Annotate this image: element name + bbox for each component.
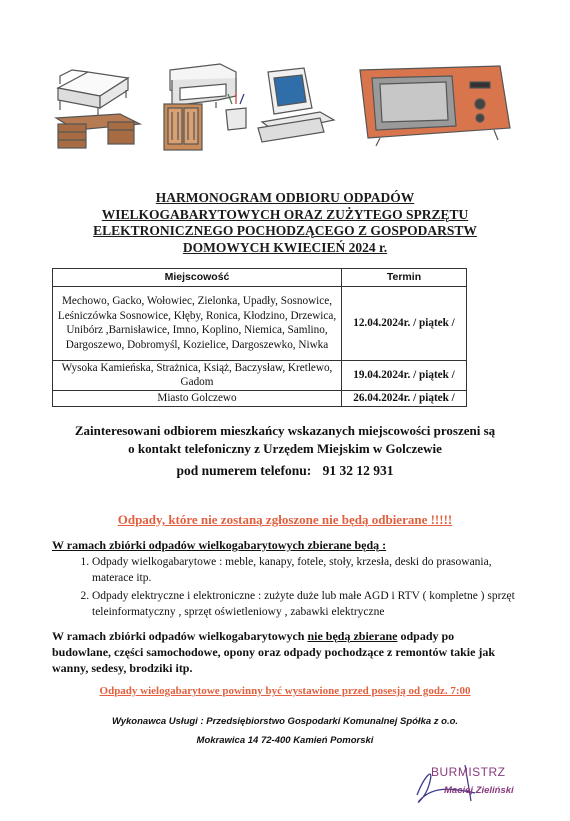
phone-line bbox=[40, 462, 530, 480]
collected-list bbox=[70, 555, 532, 623]
page-title bbox=[90, 190, 480, 256]
collected-heading: W ramach zbiórki odpadów wielkogabarytowych zbierane będą : bbox=[52, 538, 387, 552]
phone-label: pod numerem telefonu: bbox=[176, 463, 312, 478]
stamp-title: BURMISTRZ bbox=[431, 765, 506, 779]
television-icon bbox=[360, 66, 510, 146]
stamp-name: Maciej Zieliński bbox=[444, 785, 514, 796]
title-line: HARMONOGRAM ODBIORU ODPADÓW bbox=[155, 190, 415, 205]
contractor-line-1: Wykonawca Usługi : Przedsiębiorstwo Gospodarki Komunalnej Spółka z o.o. bbox=[111, 716, 459, 727]
contractor-line-2: Mokrawica 14 72-400 Kamień Pomorski bbox=[196, 735, 374, 746]
location-cell: Wysoka Kamieńska, Strażnica, Książ, Baczysław, Kretlewo, Gadom bbox=[53, 360, 342, 390]
computer-icon bbox=[226, 68, 334, 142]
term-cell: 26.04.2024r. / piątek / bbox=[342, 390, 467, 406]
table-header-row bbox=[53, 269, 467, 287]
para-prefix: W ramach zbiórki odpadów wielkogabarytowych bbox=[52, 629, 308, 643]
col-location-header: Miejscowość bbox=[53, 269, 342, 287]
warning-text: Odpady, które nie zostaną zgłoszone nie będą odbierane !!!!! bbox=[117, 512, 453, 527]
cabinet-icon bbox=[164, 104, 202, 150]
table-row bbox=[53, 286, 467, 360]
title-line: DOMOWYCH KWIECIEŃ 2024 r. bbox=[182, 239, 388, 255]
para-suffix: odpady po budowlane, części samochodowe, opony oraz odpady pochodzące z remontów takie jak wanny, sedesy, brodziki itp. bbox=[52, 629, 496, 675]
title-line: ELEKTRONICZNEGO POCHODZĄCEGO Z GOSPODARSTW bbox=[93, 223, 477, 238]
table-row bbox=[53, 360, 467, 390]
illustrations bbox=[0, 0, 570, 160]
table-row bbox=[53, 390, 467, 406]
schedule-table bbox=[52, 268, 467, 407]
desk-icon bbox=[56, 114, 140, 148]
location-cell: Miasto Golczewo bbox=[53, 390, 342, 406]
location-cell: Mechowo, Gacko, Wołowiec, Zielonka, Upadły, Sosnowice, Leśniczówka Sosnowice, Kłęby, Ronica, Kłodzino, Drzewica, Unibórz ,Barnisławice, Imno, Koplino, Niemica, Samlino, Dargoszewo, Dobromyśl, Kozielice, Dargoszewko, Niwka bbox=[53, 286, 342, 360]
bed-icon bbox=[58, 70, 128, 116]
contact-line: o kontakt telefoniczny z Urzędem Miejskim w Golczewie bbox=[128, 441, 442, 456]
para-emphasis: nie będą zbierane bbox=[307, 629, 398, 643]
col-term-header: Termin bbox=[342, 269, 467, 287]
phone-number: 91 32 12 931 bbox=[322, 463, 394, 478]
title-line: WIELKOGABARYTOWYCH ORAZ ZUŻYTEGO SPRZĘTU bbox=[101, 206, 469, 222]
list-item: 2. Odpady elektryczne i elektroniczne : zużyte duże lub małe AGD i RTV ( kompletne ) sprzęt teleinformatyczny , sprzęt oświetleniowy , zabawki elektryczne bbox=[92, 589, 532, 620]
contact-info bbox=[40, 422, 530, 458]
term-cell: 19.04.2024r. / piątek / bbox=[342, 360, 467, 390]
not-collected-paragraph bbox=[52, 628, 512, 676]
contact-line: Zainteresowani odbiorem mieszkańcy wskazanych miejscowości proszeni są bbox=[74, 423, 496, 438]
list-item: 1. Odpady wielkogabarytowe : meble, kanapy, fotele, stoły, krzesła, deski do prasowania, materace itp. bbox=[92, 555, 532, 586]
placement-notice: Odpady wielogabarytowe powinny być wystawione przed posesją od godz. 7:00 bbox=[99, 685, 471, 697]
term-cell: 12.04.2024r. / piątek / bbox=[342, 286, 467, 360]
